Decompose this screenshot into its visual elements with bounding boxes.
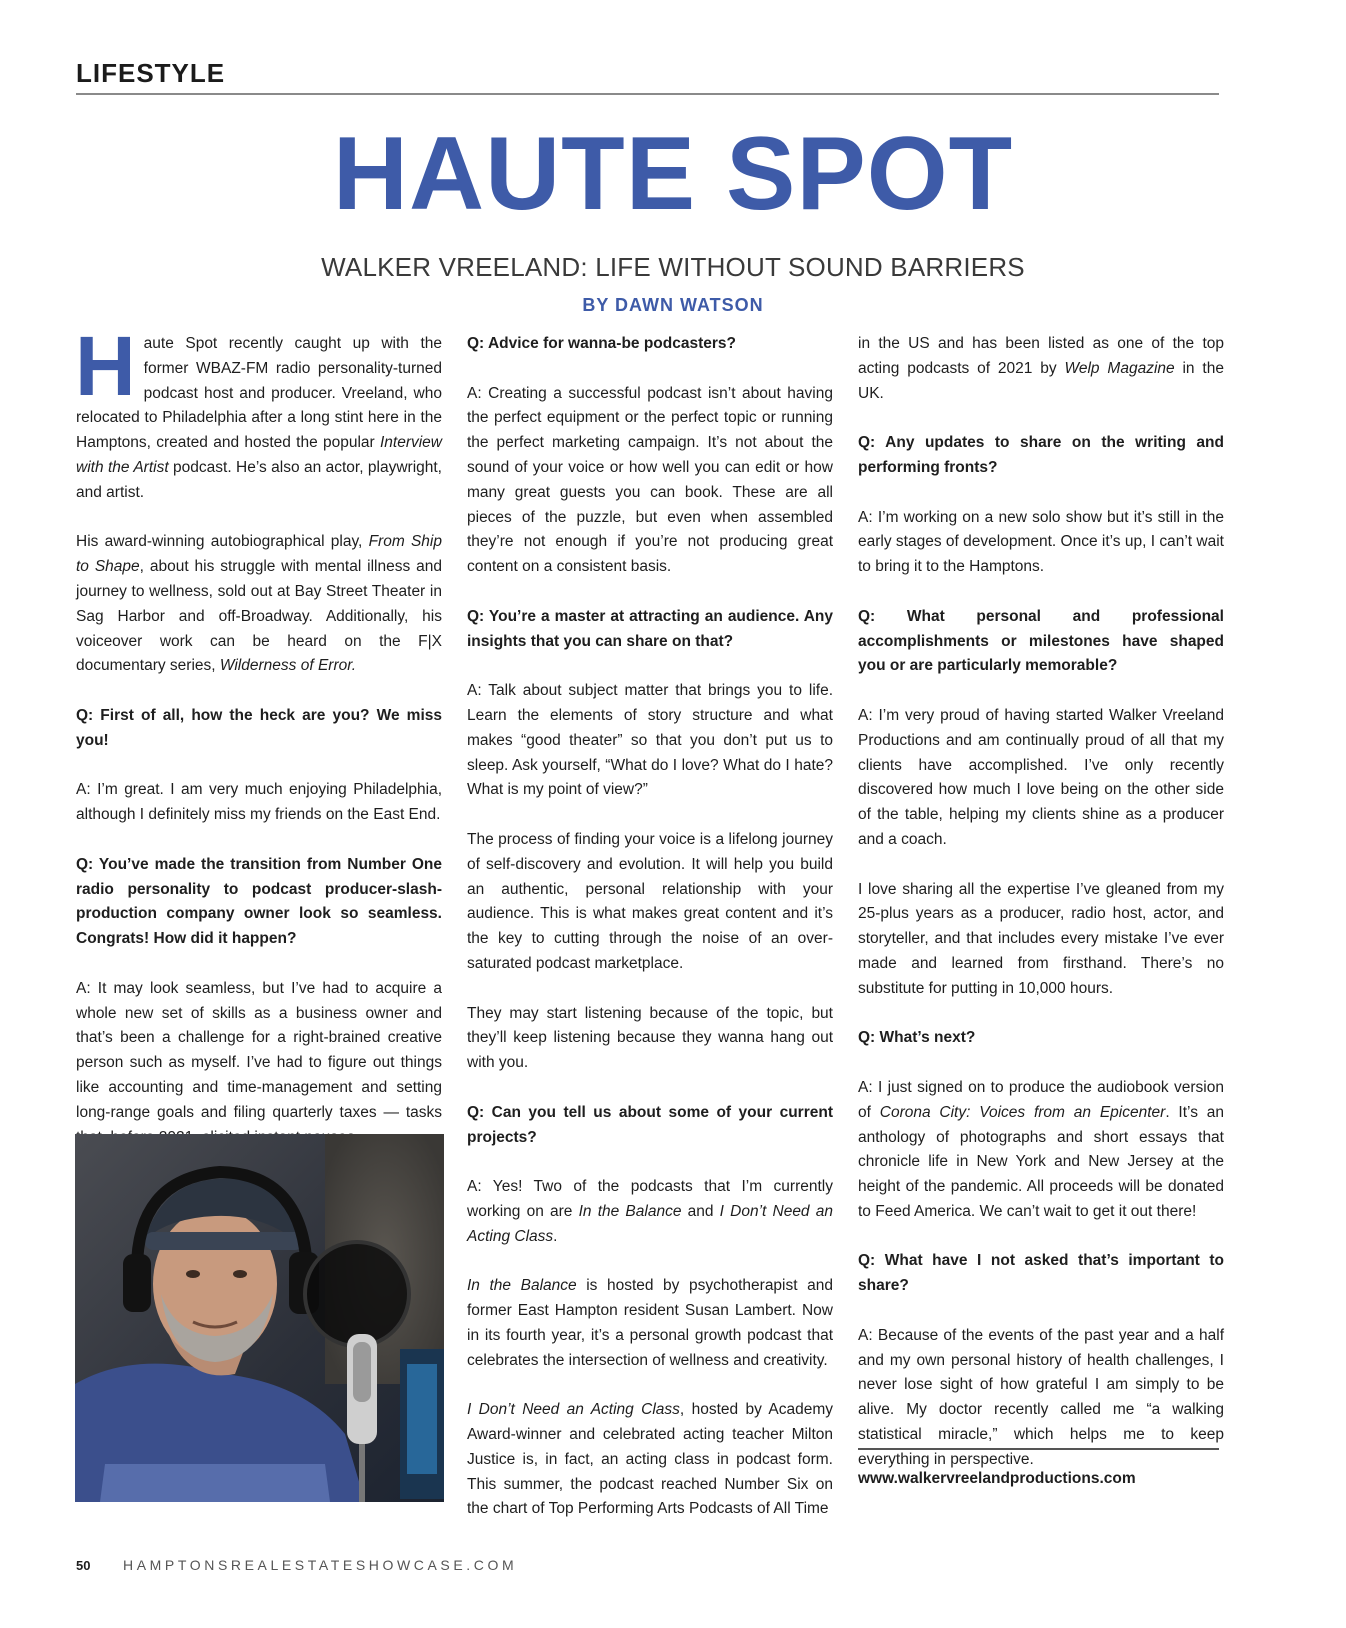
intro-text: aute Spot recently caught up with the former WBAZ-FM radio personality-turned podcast host and producer. Vreeland, who relocated to Philadelphia after a long stint here in the Hamptons, created and hosted the popular <box>76 335 442 452</box>
question: Q: Advice for wanna-be podcasters? <box>467 335 737 352</box>
article-column-middle <box>467 332 833 1522</box>
podcast-title: In the Balance <box>578 1202 682 1220</box>
section-label: LIFESTYLE <box>76 58 226 88</box>
play-title: From Ship to Shape <box>76 533 442 576</box>
end-divider <box>858 1448 1219 1450</box>
podcast-title: Interview with the Artist <box>76 434 442 476</box>
answer-text: . <box>553 1227 558 1245</box>
answer: A: I’m great. I am very much enjoying Philadelphia, although I definitely miss my friends on the East End. <box>76 781 442 824</box>
question: Q: First of all, how the heck are you? We miss you! <box>76 706 442 749</box>
answer-text: and <box>681 1202 720 1220</box>
recording-studio-photo <box>75 1134 444 1502</box>
answer-text: A: Yes! Two of the podcasts that I’m currently working on are <box>467 1178 833 1220</box>
article-column-left <box>75 319 443 1150</box>
answer-text: in the UK. <box>858 359 1224 402</box>
answer <box>467 1175 833 1249</box>
answer <box>858 1076 1224 1225</box>
answer-continued: They may start listening because of the topic, but they’ll keep listening because they wanna hang out with you. <box>467 1004 833 1072</box>
answer-text: A: I just signed on to produce the audiobook version of <box>858 1078 1224 1121</box>
page-number: 50 <box>76 1558 91 1573</box>
answer: A: It may look seamless, but I’ve had to acquire a whole new set of skills as a business owner and that’s been a challenge for a right-brained creative person such as myself. I’ve had to figure out things like accounting and time-management and setting long-range goals and filing quarterly taxes — tasks <box>76 979 442 1121</box>
question: Q: What have I not asked that’s important to share? <box>858 1252 1224 1295</box>
byline: BY DAWN WATSON <box>582 295 764 315</box>
intro-text-end: podcast. He’s also an actor, playwright, and artist. <box>76 458 442 501</box>
answer: A: I’m very proud of having started Walker Vreeland Productions and am continually proud of all that my clients have accomplished. I’ve only recently discovered how much I love being on the other side of the table, helping my clients shine as a producer and a coach. <box>858 706 1224 848</box>
answer-continued: The process of finding your voice is a lifelong journey of self-discovery and evolution. It will help you build an authentic, personal relationship with your audience. This is what makes great content and it’s the key to cutting through the noise of an over-saturated podcast marketplace. <box>467 830 833 972</box>
question: Q: You’ve made the transition from Number One radio personality to podcast producer-slash-production company owner look so seamless. Congrats! How did it happen? <box>76 855 442 948</box>
answer-text: in the US and has been listed as one of the top acting podcasts of 2021 by <box>858 335 1224 377</box>
podcast-title: In the Balance <box>467 1277 577 1295</box>
question: Q: Any updates to share on the writing and performing fronts? <box>858 434 1224 476</box>
podcast-title: I Don’t Need an Acting Class <box>467 1401 680 1419</box>
answer-text: . It’s an anthology of photographs and short essays that chronicle life in New York and New Jersey at the height of the pandemic. All proceeds will be donated to Feed America. We can’t wait to get it out there! <box>858 1103 1225 1220</box>
headline: HAUTE SPOT <box>332 116 1014 232</box>
answer: A: Creating a successful podcast isn’t about having the perfect equipment or the perfect topic or running the perfect marketing campaign. It’s not about the sound of your voice or how well you can edit or how many great guests you can book. These are all pieces of the puzzle, but even when assembled they’re not enough if you’re not producing great content on a consistent basis. <box>467 384 833 576</box>
body-paragraph <box>76 530 442 679</box>
question: Q: What’s next? <box>858 1029 976 1047</box>
series-title: Wilderness of Error. <box>219 657 357 675</box>
answer-text: , hosted by Academy Award-winner and celebrated acting teacher Milton Justice is, in fact, an acting class in podcast form. This summer, the podcast reached Number Six on the chart of Top Performing Arts Podcasts of All Time <box>467 1401 833 1518</box>
answer-continued <box>858 332 1224 406</box>
question: Q: What personal and professional accomplishments or milestones have shaped you or are particularly memorable? <box>858 607 1224 675</box>
subheadline: WALKER VREELAND: LIFE WITHOUT SOUND BARRIERS <box>321 252 1025 282</box>
magazine-title: Welp Magazine <box>1064 359 1175 377</box>
body-text: His award-winning autobiographical play, <box>76 533 369 551</box>
question: Q: You’re a master at attracting an audience. Any insights that you can share on that? <box>467 607 833 650</box>
section-divider <box>76 93 1219 95</box>
answer: A: Because of the events of the past year and a half and my own personal history of health challenges, I never lose sight of how grateful I am simply to be alive. My doctor recently called me “a walking statistical miracle,” which helps me to keep everything in perspective. <box>858 1326 1224 1468</box>
body-text: , about his struggle with mental illness and journey to wellness, sold out at Bay Street Theater in Sag Harbor and off-Broadway. Additionally, his voiceover work can be heard on the F|X documentary series, <box>76 558 443 675</box>
intro-paragraph <box>75 319 442 506</box>
question: Q: Can you tell us about some of your current projects? <box>467 1103 833 1146</box>
podcast-title: I Don’t Need an Acting Class <box>467 1202 833 1245</box>
book-title: Corona City: Voices from an Epicenter <box>879 1103 1166 1121</box>
footer-site-name: HAMPTONSREALESTATESHOWCASE.COM <box>123 1557 518 1573</box>
answer-text: is hosted by psychotherapist and former East Hampton resident Susan Lambert. Now in its fourth year, it’s a personal growth podcast that celebrates the intersection of wellness and creativity. <box>467 1277 833 1369</box>
answer: A: I’m working on a new solo show but it’s still in the early stages of development. Once it’s up, I can’t wait to bring it to the Hamptons. <box>858 508 1224 576</box>
article-column-right <box>858 332 1224 1473</box>
website-link[interactable]: www.walkervreelandproductions.com <box>858 1470 1136 1487</box>
answer: A: Talk about subject matter that brings you to life. Learn the elements of story structure and what makes “good theater” so that you don’t put us to sleep. Ask yourself, “What do I love? What do I hate? What is my point of view?” <box>467 682 833 799</box>
answer-continued <box>467 1274 833 1373</box>
answer-continued <box>467 1398 833 1522</box>
drop-cap: H <box>75 319 136 413</box>
portrait-photo <box>75 1134 444 1502</box>
answer-continued: I love sharing all the expertise I’ve gleaned from my 25-plus years as a producer, radio host, actor, and storyteller, and that includes every mistake I’ve ever made and learned from firsthand. There’s no substitute for putting in 10,000 hours. <box>858 880 1224 997</box>
